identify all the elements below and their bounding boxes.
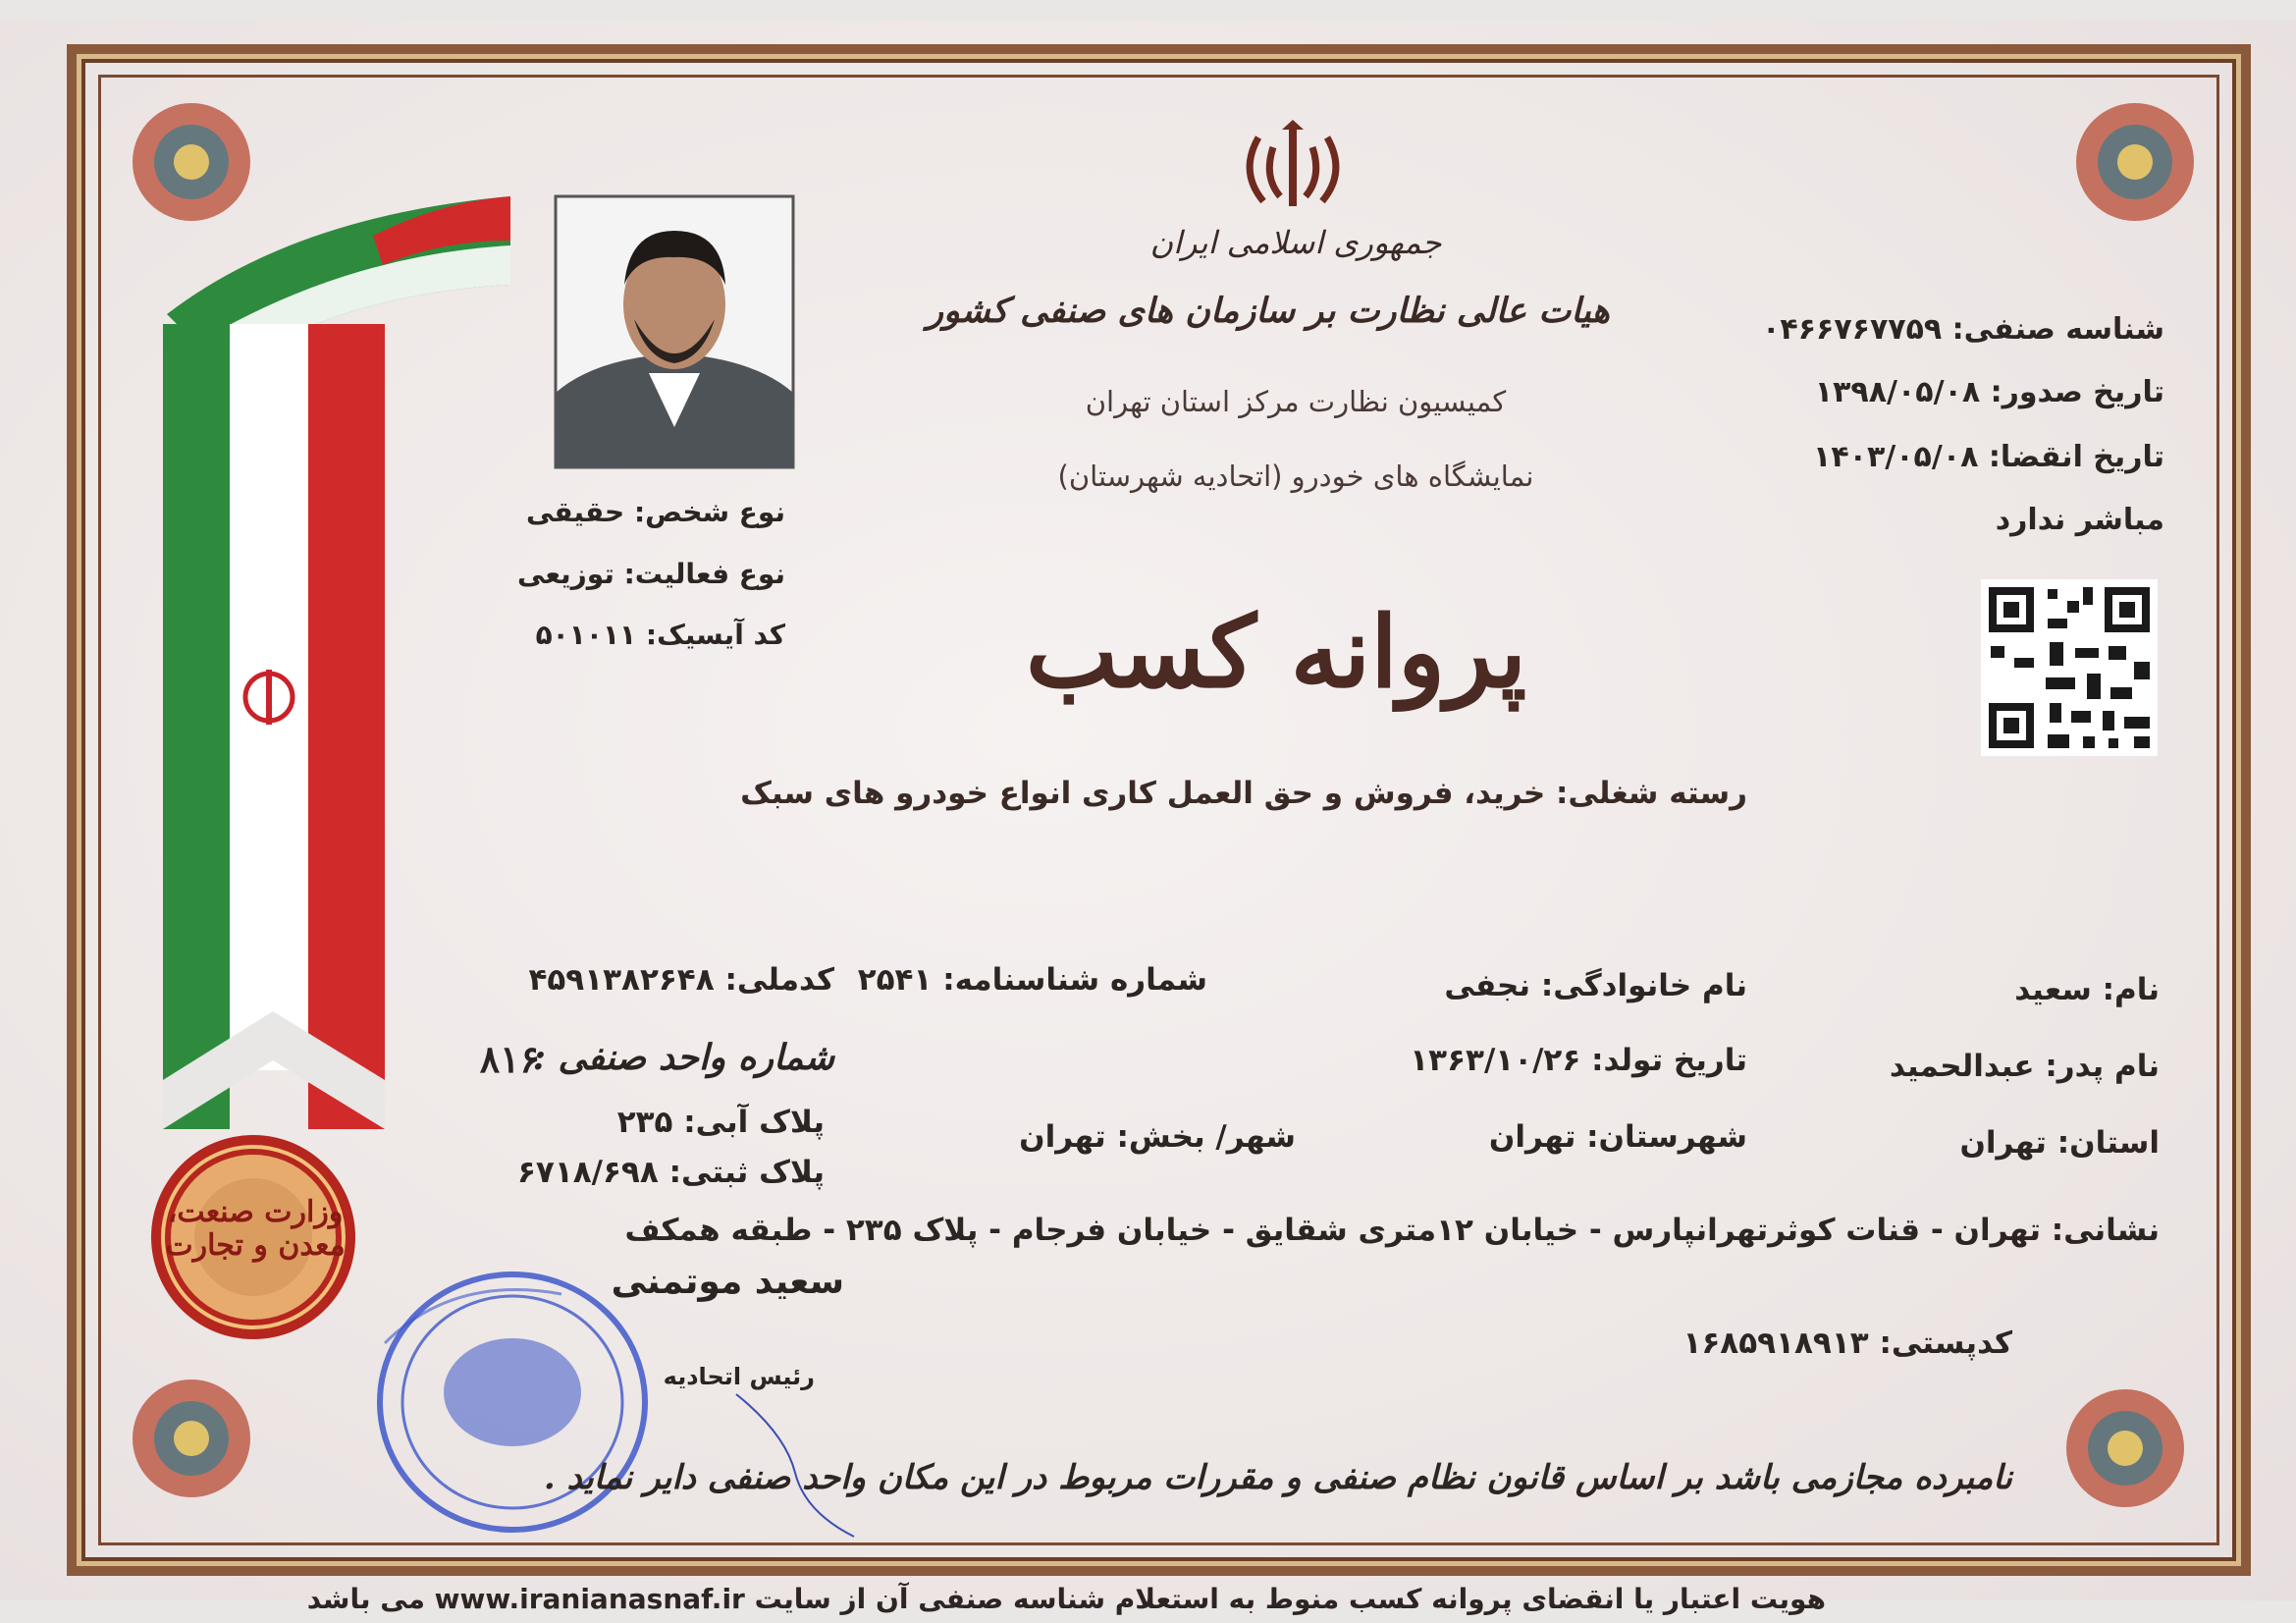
corner-ornament-bottom-left [108, 1355, 275, 1522]
guild-id: شناسه صنفی: ۰۴۶۶۷۶۷۷۵۹ [1762, 312, 2164, 347]
issue-date: تاریخ صدور: ۱۳۹۸/۰۵/۰۸ [1814, 375, 2164, 409]
national-code: کدملی: ۴۵۹۱۳۸۲۶۴۸ [528, 962, 834, 998]
corner-ornament-bottom-right [2042, 1365, 2209, 1532]
city: شهر/ بخش: تهران [1019, 1119, 1296, 1155]
signatory-name: سعید موتمنی [611, 1262, 844, 1302]
county: شهرستان: تهران [1488, 1119, 1747, 1155]
bottom-verification-text: هویت اعتبار یا انقضای پروانه کسب منوط به استعلام شناسه صنفی آن از سایت www.iranianasnaf.ir می باشد [306, 1583, 1826, 1615]
first-name: نام: سعید [2014, 972, 2160, 1007]
flag-ribbon [147, 177, 530, 1149]
footer-notice: نامبرده مجازمی باشد بر اساس قانون نظام صنفی و مقررات مربوط در این مکان واحد صنفی دایر نماید . [543, 1458, 2012, 1497]
expiry-date: تاریخ انقضا: ۱۴۰۳/۰۵/۰۸ [1813, 440, 2164, 474]
iran-emblem [1239, 118, 1347, 216]
header-country: جمهوری اسلامی ایران [1149, 224, 1442, 261]
registered-plate: پلاک ثبتی: ۶۷۱۸/۶۹۸ [517, 1155, 825, 1190]
birth-date: تاریخ تولد: ۱۳۶۳/۱۰/۲۶ [1410, 1043, 1747, 1078]
occupation-line: رسته شغلی: خرید، فروش و حق العمل کاری انواع خودرو های سبک [740, 776, 1747, 811]
postal-code: کدپستی: ۱۶۸۵۹۱۸۹۱۳ [1682, 1325, 2012, 1361]
father-name: نام پدر: عبدالحمید [1889, 1049, 2160, 1084]
certificate-title: پروانه کسب [1025, 594, 1527, 710]
signatory-role: رئیس اتحادیه [663, 1363, 815, 1390]
isic-code: کد آیسیک: ۵۰۱۰۱۱ [535, 619, 785, 651]
province: استان: تهران [1959, 1125, 2160, 1161]
unit-number-label: شماره واحد صنفی : [532, 1037, 834, 1078]
header-commission: کمیسیون نظارت مرکز استان تهران [1085, 385, 1507, 418]
address: نشانی: تهران - قنات کوثرتهرانپارس - خیابان ۱۲متری شقایق - خیابان فرجام - پلاک ۲۳۵ - طبقه همکف [624, 1213, 2160, 1248]
corner-ornament-top-right [2052, 79, 2218, 245]
header-board: هیات عالی نظارت بر سازمان های صنفی کشور [927, 291, 1610, 331]
ministry-seal-text: وزارت صنعت، معدن و تجارت [165, 1195, 346, 1263]
id-number: شماره شناسنامه: ۲۵۴۱ [857, 962, 1207, 998]
holder-photo [556, 196, 793, 467]
activity-type: نوع فعالیت: توزیعی [517, 558, 785, 590]
last-name: نام خانوادگی: نجفی [1444, 968, 1747, 1003]
agent-status: مباشر ندارد [1995, 503, 2164, 537]
blue-plate: پلاک آبی: ۲۳۵ [616, 1105, 825, 1140]
qr-code [1981, 579, 2158, 756]
header-union: نمایشگاه های خودرو (اتحادیه شهرستان) [1057, 460, 1534, 493]
person-type: نوع شخص: حقیقی [525, 496, 785, 528]
unit-number-value: ۸۱۶ [479, 1037, 540, 1081]
